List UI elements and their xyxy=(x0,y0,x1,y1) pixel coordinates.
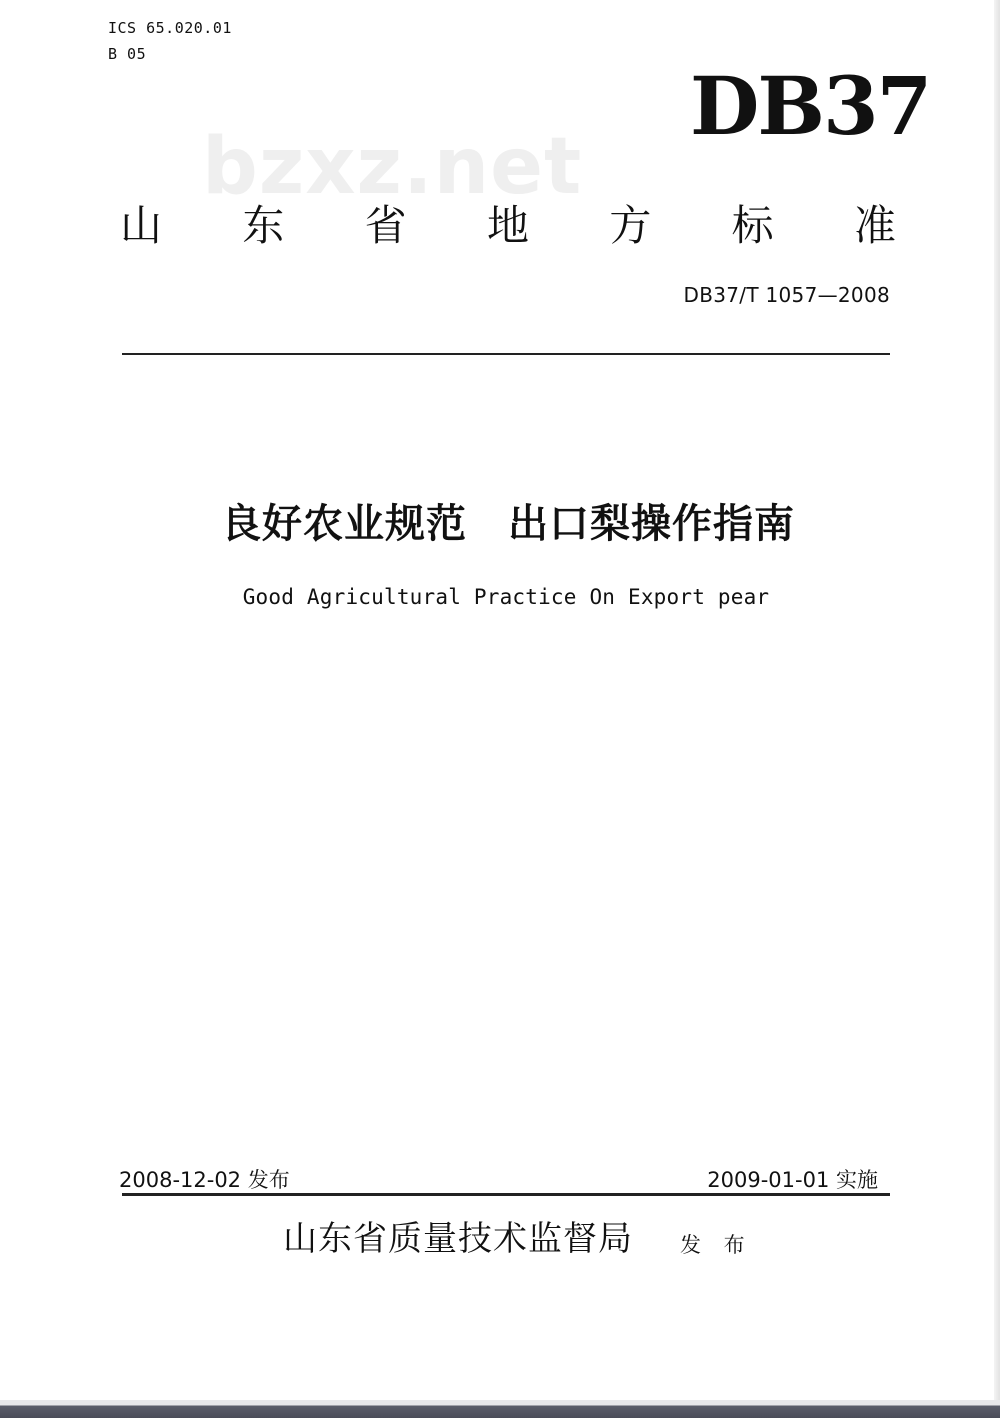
bottom-divider xyxy=(122,1193,890,1196)
implementation-date: 2009-01-01 实施 xyxy=(707,1168,878,1192)
standard-number: DB37/T 1057—2008 xyxy=(683,283,890,307)
standard-type-char: 准 xyxy=(853,201,896,250)
top-divider xyxy=(122,353,890,355)
standard-type-char: 省 xyxy=(364,201,407,250)
title-english: Good Agricultural Practice On Export pear xyxy=(242,585,770,609)
standard-code: DB37 xyxy=(690,59,931,153)
classification-code: B 05 xyxy=(108,45,147,63)
issue-date: 2008-12-02 发布 xyxy=(119,1168,290,1192)
ics-code: ICS 65.020.01 xyxy=(108,19,232,37)
standard-type-char: 地 xyxy=(486,201,529,250)
standard-type-char: 方 xyxy=(609,201,652,250)
standard-type-heading xyxy=(120,201,896,250)
watermark: bzxz.net xyxy=(202,122,583,212)
page-edge-shadow xyxy=(994,0,1000,1400)
standard-type-char: 山 xyxy=(120,201,163,250)
issuer-name: 山东省质量技术监督局 xyxy=(283,1219,633,1259)
issuer-suffix: 发 布 xyxy=(680,1233,753,1257)
standard-type-char: 标 xyxy=(731,201,774,250)
bottom-edge-strip xyxy=(0,1400,1000,1418)
title-chinese: 良好农业规范 出口梨操作指南 xyxy=(221,501,795,547)
standard-type-char: 东 xyxy=(242,201,285,250)
